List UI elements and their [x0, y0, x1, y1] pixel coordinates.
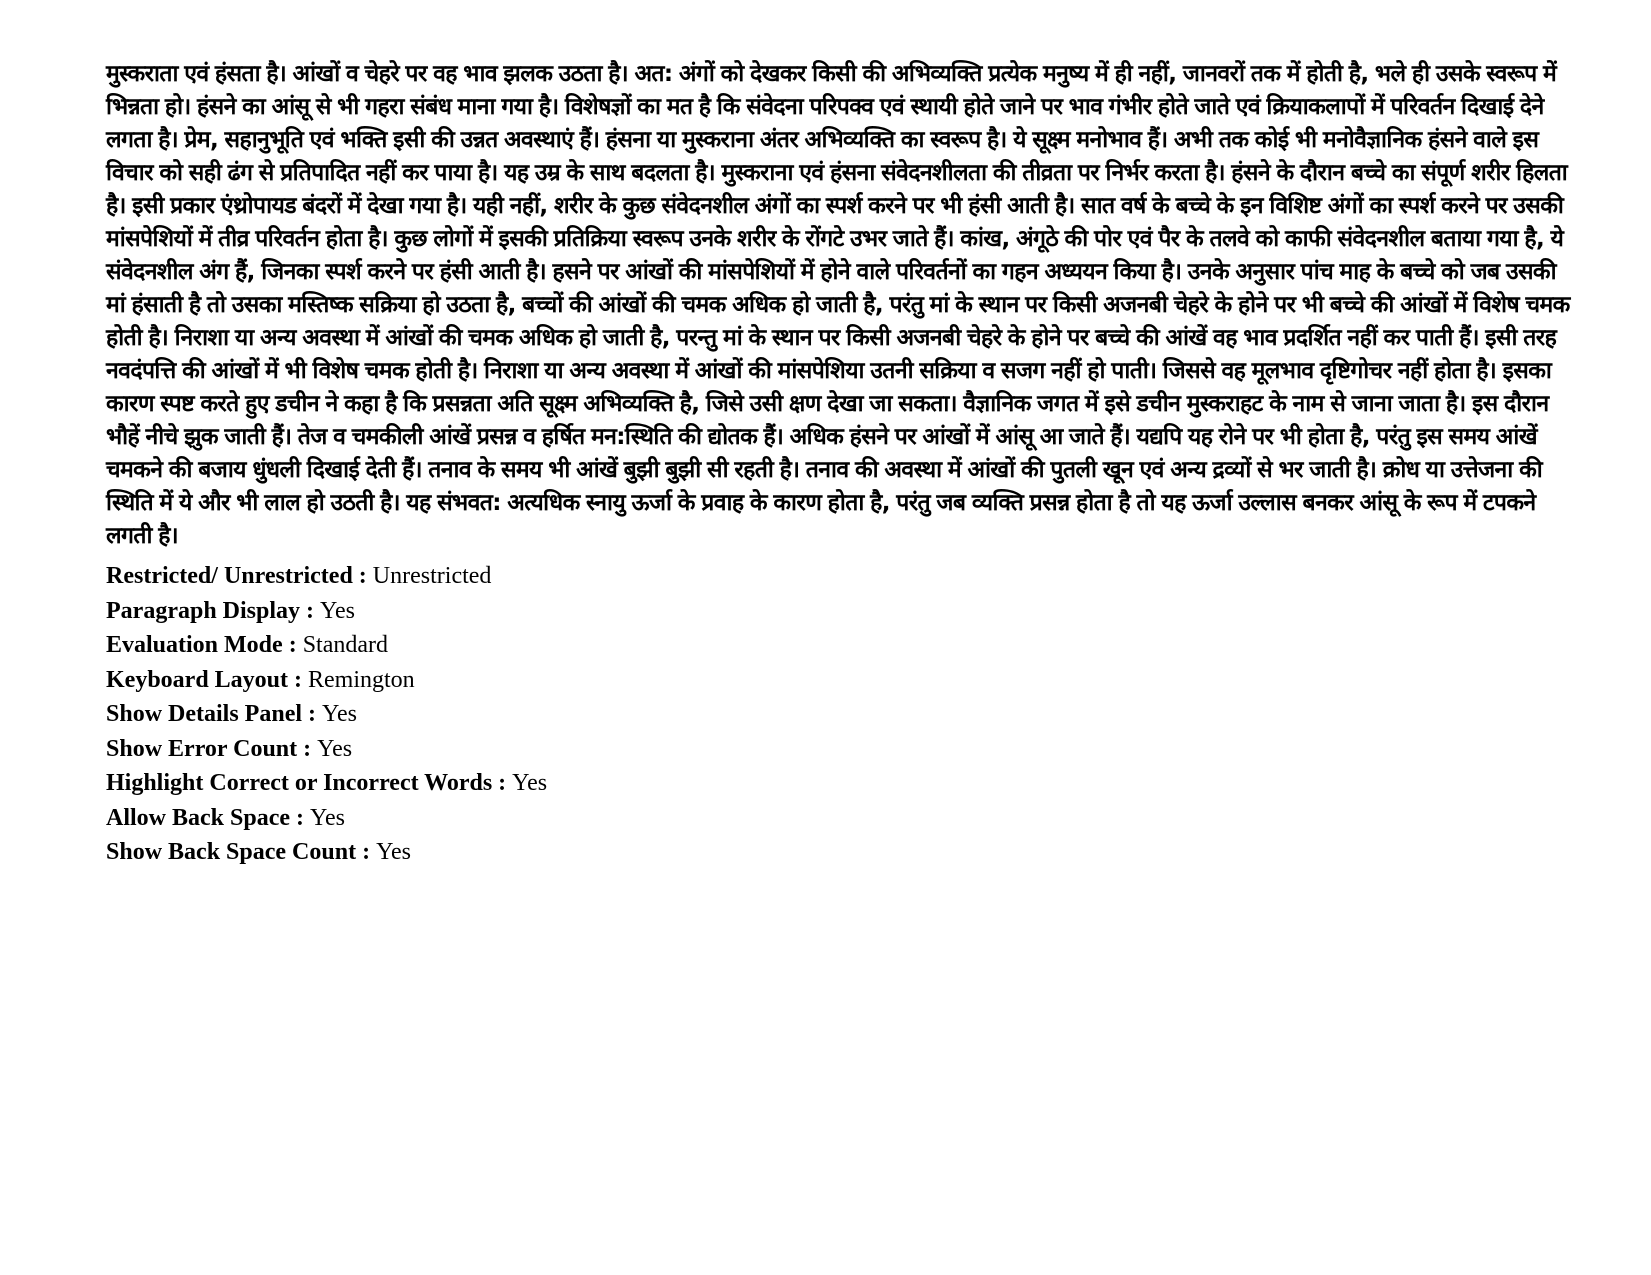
document-page — [106, 58, 1576, 870]
setting-separator: : — [352, 563, 373, 589]
setting-separator: : — [288, 666, 309, 693]
setting-label: Show Back Space Count — [106, 839, 357, 865]
setting-highlight-words — [106, 766, 1576, 801]
setting-label: Paragraph Display — [106, 597, 301, 624]
setting-keyboard-layout — [106, 663, 1576, 698]
setting-value: Yes — [310, 804, 345, 831]
setting-value: Yes — [512, 770, 548, 796]
test-settings — [106, 559, 1576, 870]
setting-value: Yes — [376, 839, 411, 865]
setting-separator: : — [492, 770, 513, 796]
setting-label: Evaluation Mode — [106, 632, 283, 658]
setting-show-error-count — [106, 732, 1576, 767]
setting-label: Show Error Count — [106, 735, 298, 762]
setting-label: Allow Back Space — [106, 804, 291, 831]
setting-allow-back-space — [106, 801, 1576, 836]
setting-paragraph-display — [106, 594, 1576, 629]
setting-restricted — [106, 559, 1576, 594]
setting-value: Yes — [320, 597, 355, 624]
setting-value: Standard — [302, 632, 388, 658]
setting-value: Yes — [322, 701, 357, 727]
setting-separator: : — [297, 735, 318, 762]
typing-passage: मुस्कराता एवं हंसता है। आंखों व चेहरे पर वह भाव झलक उठता है। अत: अंगों को देखकर किसी की अभिव्यक्ति प्रत्येक मनुष्य में ही नहीं, जानवरों तक में होती है, भले ही उसके स्वरूप में भिन्नता हो। हंसने का आंसू से भी गहरा संबंध माना गया है। विशेषज्ञों का मत है कि संवेदना परिपक्व एवं स्थायी होते जाने पर भाव गंभीर होते जाते एवं क्रियाकलापों में परिवर्तन दिखाई देने लगता है। प्रेम, सहानुभूति एवं भक्ति इसी की उन्नत अवस्थाएं हैं। हंसना या मुस्कराना अंतर अभिव्यक्ति का स्वरूप है। ये सूक्ष्म मनोभाव हैं। अभी तक कोई भी मनोवैज्ञानिक हंसने वाले इस विचार को सही ढंग से प्रतिपादित नहीं कर पाया है। यह उम्र के साथ बदलता है। मुस्कराना एवं हंसना संवेदनशीलता की तीव्रता पर निर्भर करता है। हंसने के दौरान बच्चे का संपूर्ण शरीर हिलता है। इसी प्रकार एंथ्रोपायड बंदरों में देखा गया है। यही नहीं, शरीर के कुछ संवेदनशील अंगों का स्पर्श करने पर भी हंसी आती है। सात वर्ष के बच्चे के इन विशिष्ट अंगों का स्पर्श करने पर उसकी मांसपेशियों में तीव्र परिवर्तन होता है। कुछ लोगों में इसकी प्रतिक्रिया स्वरूप उनके शरीर के रोंगटे उभर जाते हैं। कांख, अंगूठे की पोर एवं पैर के तलवे को काफी संवेदनशील बताया गया है, ये संवेदनशील अंग हैं, जिनका स्पर्श करने पर हंसी आती है। हसने पर आंखों की मांसपेशियों में होने वाले परिवर्तनों का गहन अध्ययन किया है। उनके अनुसार पांच माह के बच्चे को जब उसकी मां हंसाती है तो उसका मस्तिष्क सक्रिया हो उठता है, बच्चों की आंखों की चमक अधिक हो जाती है, परंतु मां के स्थान पर किसी अजनबी चेहरे के होने पर भी बच्चे की आंखों में विशेष चमक होती है। निराशा या अन्य अवस्था में आंखों की चमक अधिक हो जाती है, परन्तु मां के स्थान पर किसी अजनबी चेहरे के होने पर बच्चे की आंखें वह भाव प्रदर्शित नहीं कर पाती हैं। इसी तरह नवदंपत्ति की आंखों में भी विशेष चमक होती है। निराशा या अन्य अवस्था में आंखों की मांसपेशिया उतनी सक्रिया व सजग नहीं हो पाती। जिससे वह मूलभाव दृष्टिगोचर नहीं होता है। इसका कारण स्पष्ट करते हुए डचीन ने कहा है कि प्रसन्नता अति सूक्ष्म अभिव्यक्ति है, जिसे उसी क्षण देखा जा सकता। वैज्ञानिक जगत में इसे डचीन मुस्कराहट के नाम से जाना जाता है। इस दौरान भौहें नीचे झुक जाती हैं। तेज व चमकीली आंखें प्रसन्न व हर्षित मन:स्थिति की द्योतक हैं। अधिक हंसने पर आंखों में आंसू आ जाते हैं। यद्यपि यह रोने पर भी होता है, परंतु इस समय आंखें चमकने की बजाय धुंधली दिखाई देती हैं। तनाव के समय भी आंखें बुझी बुझी सी रहती है। तनाव की अवस्था में आंखों की पुतली खून एवं अन्य द्रव्यों से भर जाती है। क्रोध या उत्तेजना की स्थिति में ये और भी लाल हो उठती है। यह संभवत: अत्यधिक स्नायु ऊर्जा के प्रवाह के कारण होता है, परंतु जब व्यक्ति प्रसन्न होता है तो यह ऊर्जा उल्लास बनकर आंसू के रूप में टपकने लगती है। — [106, 61, 1570, 549]
setting-separator: : — [290, 804, 311, 831]
setting-evaluation-mode — [106, 628, 1576, 663]
setting-show-back-space-count — [106, 835, 1576, 870]
setting-separator: : — [302, 701, 323, 727]
setting-label: Keyboard Layout — [106, 666, 289, 693]
setting-show-details-panel — [106, 697, 1576, 732]
setting-value: Remington — [308, 666, 415, 693]
setting-label: Restricted/ Unrestricted — [106, 563, 353, 589]
setting-separator: : — [356, 839, 377, 865]
setting-label: Highlight Correct or Incorrect Words — [106, 770, 493, 796]
setting-separator: : — [282, 632, 303, 658]
setting-value: Yes — [317, 735, 353, 762]
setting-label: Show Details Panel — [106, 701, 303, 727]
setting-separator: : — [300, 597, 321, 624]
setting-value: Unrestricted — [372, 563, 492, 589]
